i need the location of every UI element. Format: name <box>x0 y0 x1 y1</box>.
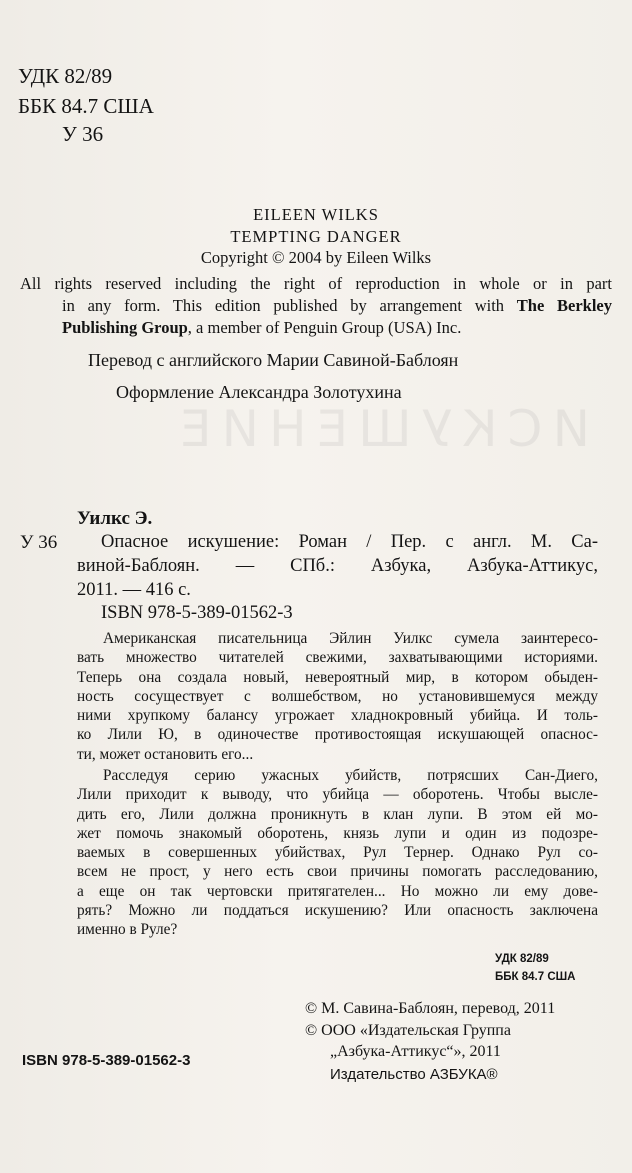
abstract-line: всем не прост, у него есть свои причины помогать расследованию, <box>77 863 598 881</box>
udk-code: УДК 82/89 <box>18 64 113 88</box>
abstract-line: а еще он так чертовски притягателен... Но можно ли ему дове- <box>77 882 598 900</box>
show-through-text: ИСКУШЕНИЕ <box>170 400 590 458</box>
catalog-mark: У 36 <box>20 532 58 553</box>
abstract-line: дить его, Лили должна проникнуть в клан лупи. В этом ей мо- <box>77 805 598 823</box>
abstract-line: Лили приходит к выводу, что убийца — оборотень. Чтобы высле- <box>77 786 598 804</box>
copyright-line: Copyright © 2004 by Eileen Wilks <box>200 248 432 267</box>
abstract-paragraph-2 <box>77 766 598 940</box>
rights-line-2 <box>62 296 612 316</box>
original-author: EILEEN WILKS <box>253 205 379 224</box>
publisher-name-part1: The Berkley <box>516 296 612 315</box>
rights-line-2-text: in any form. This edition published by arrangement with <box>62 296 517 315</box>
footer-udk: УДК 82/89 <box>495 953 549 965</box>
copyright-translation: © М. Савина-Баблоян, перевод, 2011 <box>305 1000 556 1017</box>
abstract-line: Теперь она создала новый, невероятный мир, в котором обыден- <box>77 668 598 686</box>
rights-line-3-text: , a member of Penguin Group (USA) Inc. <box>187 318 462 337</box>
abstract-line: ность сосуществует с волшебством, но установившемуся между <box>77 687 598 705</box>
author-mark: У 36 <box>62 122 104 146</box>
original-title: TEMPTING DANGER <box>230 227 402 246</box>
abstract-line: рять? Можно ли поддаться искушению? Или опасность заключена <box>77 902 598 920</box>
catalog-desc-line-2: виной-Баблоян. — СПб.: Азбука, Азбука-Аттикус, <box>77 556 598 576</box>
design-credit: Оформление Александра Золотухина <box>116 382 402 402</box>
rights-line-3 <box>62 318 461 338</box>
copyright-publisher-line-2: „Азбука-Аттикус“», 2011 <box>330 1043 501 1060</box>
abstract-line: ко Лили Ю, в одиночестве противостоящая искушающей опаснос- <box>77 726 598 744</box>
footer-bbk: ББК 84.7 США <box>495 971 576 983</box>
publisher-name-part2: Publishing Group <box>62 318 188 337</box>
bottom-isbn: ISBN 978-5-389-01562-3 <box>22 1052 191 1069</box>
abstract-line: Расследуя серию ужасных убийств, потрясших Сан-Диего, <box>103 767 598 784</box>
publisher-imprint: Издательство АЗБУКА® <box>330 1066 498 1083</box>
catalog-isbn: ISBN 978-5-389-01562-3 <box>101 603 293 623</box>
abstract-paragraph-1 <box>77 629 598 764</box>
abstract-line: ти, может остановить его... <box>77 745 254 763</box>
abstract-line: ваемых в совершенных убийствах, Рул Тернер. Однако Рул со- <box>77 844 598 862</box>
catalog-author: Уилкс Э. <box>77 508 153 529</box>
translator-credit: Перевод с английского Марии Савиной-Баблоян <box>88 350 459 370</box>
bbk-code: ББК 84.7 США <box>18 94 154 118</box>
abstract-line: жет помочь знакомый оборотень, князь лупи и один из подозре- <box>77 824 598 842</box>
abstract-line: ними хрупкому балансу угрожает хладнокровный убийца. И толь- <box>77 707 598 725</box>
catalog-desc-line-3: 2011. — 416 с. <box>77 580 191 600</box>
copyright-publisher-line-1: © ООО «Издательская Группа <box>305 1022 511 1039</box>
abstract-line: Американская писательница Эйлин Уилкс сумела заинтересо- <box>103 630 598 647</box>
rights-line-1: All rights reserved including the right of reproduction in whole or in part <box>20 274 612 293</box>
abstract-line: именно в Руле? <box>77 921 178 939</box>
abstract-line: вать множество читателей свежими, захватывающими историями. <box>77 649 598 667</box>
catalog-desc-line-1: Опасное искушение: Роман / Пер. с англ. М. Са- <box>101 532 598 552</box>
